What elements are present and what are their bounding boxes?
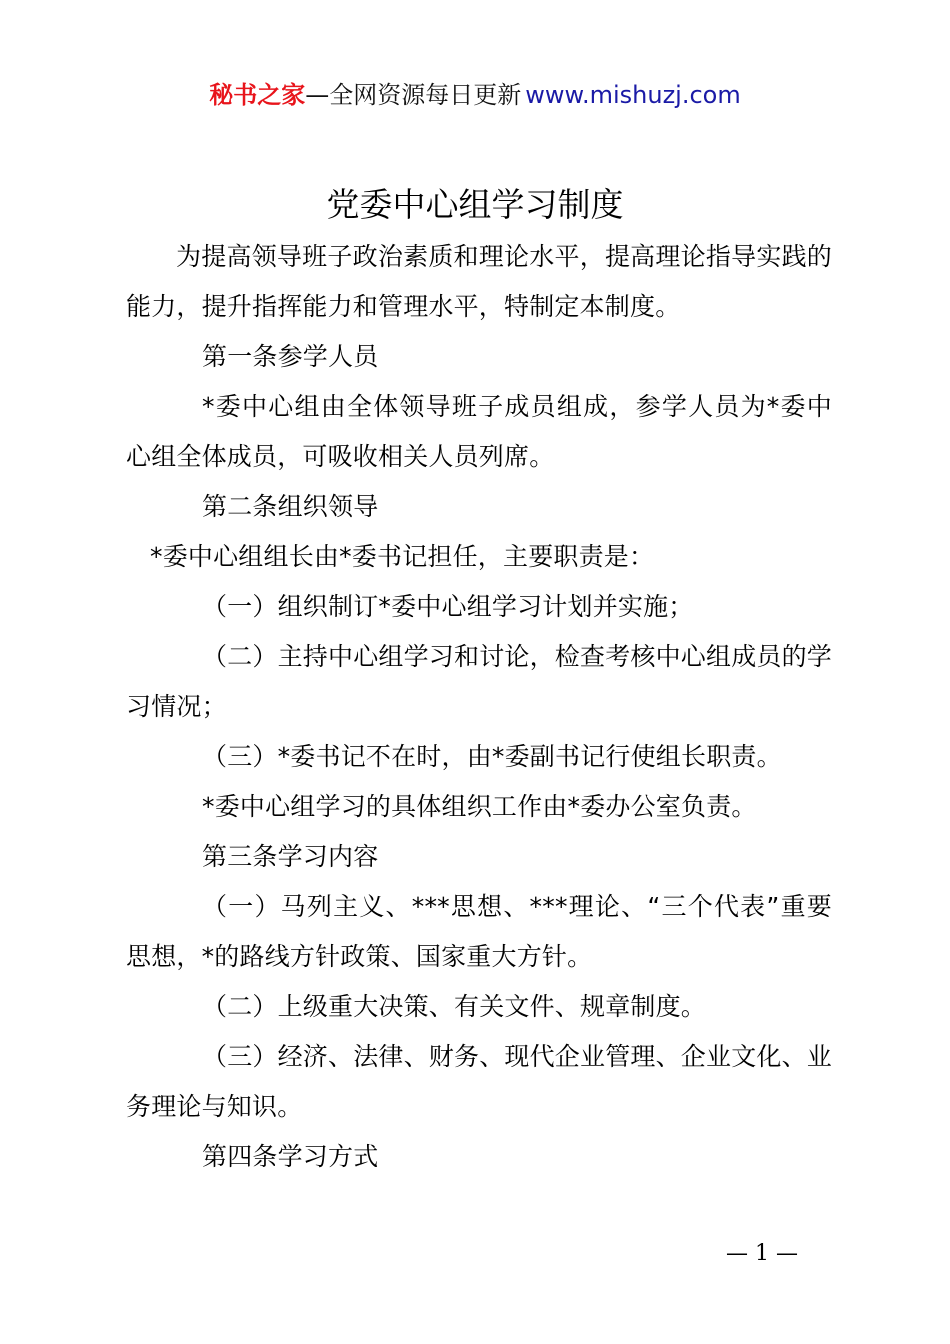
brand-name: 秘书之家 xyxy=(209,81,306,109)
site-header xyxy=(0,78,950,112)
article-1-heading: 第一条参学人员 xyxy=(202,342,379,371)
site-url-link[interactable]: www.mishuzj.com xyxy=(525,81,741,109)
header-tagline: —全网资源每日更新 xyxy=(305,81,522,109)
page-number: — 1 — xyxy=(726,1241,798,1266)
article-3-item-2: （二）上级重大决策、有关文件、规章制度。 xyxy=(202,992,707,1021)
article-1-body: *委中心组由全体领导班子成员组成，参学人员为*委中心组全体成员，可吸收相关人员列席。 xyxy=(126,392,832,471)
article-3-item-1: （一）马列主义、***思想、***理论、“三个代表”重要思想，*的路线方针政策、国家重大方针。 xyxy=(126,892,832,971)
article-4-heading: 第四条学习方式 xyxy=(202,1142,379,1171)
article-2-note: *委中心组学习的具体组织工作由*委办公室负责。 xyxy=(202,792,757,821)
article-2-item-2: （二）主持中心组学习和讨论，检查考核中心组成员的学习情况； xyxy=(126,642,833,721)
article-2-heading: 第二条组织领导 xyxy=(202,492,379,521)
article-2-body: *委中心组组长由*委书记担任，主要职责是： xyxy=(150,542,655,571)
document-title: 党委中心组学习制度 xyxy=(326,185,624,224)
article-2-item-1: （一）组织制订*委中心组学习计划并实施； xyxy=(202,592,694,621)
article-3-item-3: （三）经济、法律、财务、现代企业管理、企业文化、业务理论与知识。 xyxy=(126,1042,833,1121)
intro-paragraph: 为提高领导班子政治素质和理论水平，提高理论指导实践的能力，提升指挥能力和管理水平，特制定本制度。 xyxy=(126,242,832,321)
article-3-heading: 第三条学习内容 xyxy=(202,842,379,871)
article-2-item-3: （三）*委书记不在时，由*委副书记行使组长职责。 xyxy=(202,742,782,771)
